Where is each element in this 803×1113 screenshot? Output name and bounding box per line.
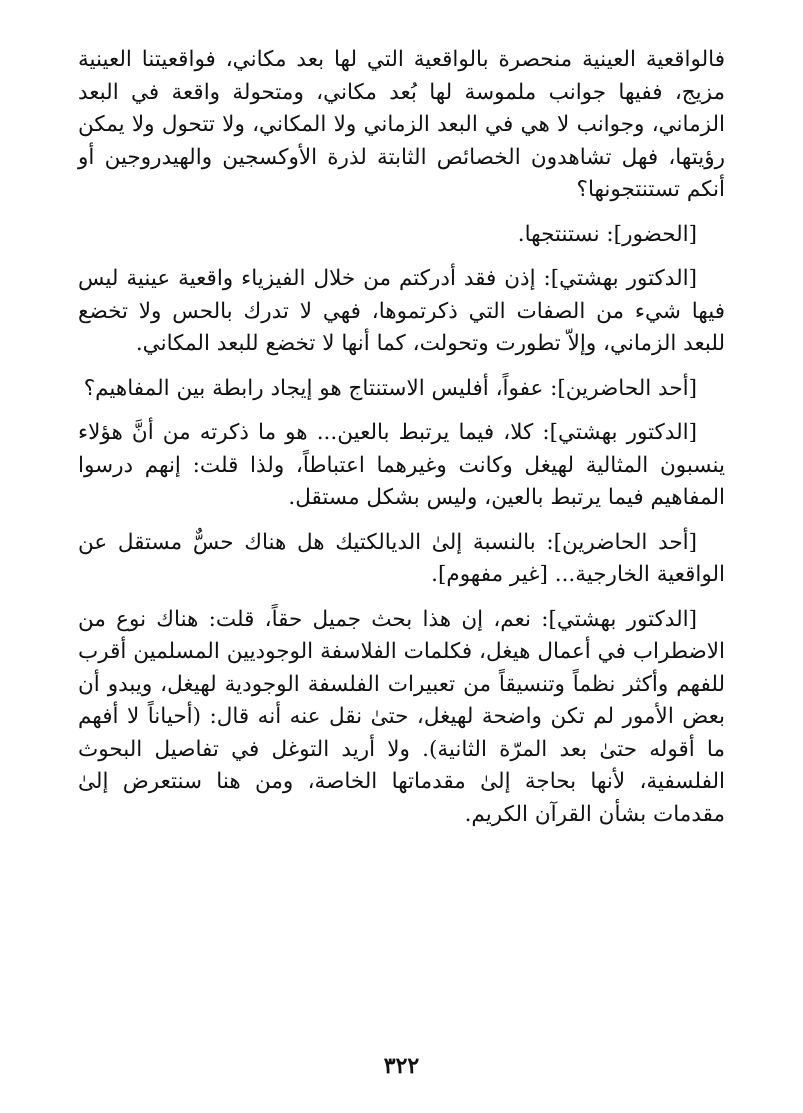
paragraph-attendee-question-1: [أحد الحاضرين]: عفواً، أفليس الاستنتاج هو إيجاد رابطة بين المفاهيم؟: [83, 375, 697, 401]
paragraph-beheshti-3: [الدكتور بهشتي]: نعم، إن هذا بحث جميل حقاً، قلت: هناك نوع من الاضطراب في أعمال هيغل، فكلمات الفلاسفة الوجوديين المسلمين أقرب للفهم وأكثر نظماً وتنسيقاً من تعبيرات الفلسفة الوجودية لهيغل، ويبدو أن بعض الأمور لم تكن واضحة لهيغل، حتىٰ نقل عنه أنه قال: (أحياناً لا أفهم ما أقوله حتىٰ بعد المرّة الثانية). ولا أريد التوغل في تفاصيل البحوث الفلسفية، لأنها بحاجة إلىٰ مقدماتها الخاصة، ومن هنا سنتعرض إلىٰ مقدمات بشأن القرآن الكريم.: [78, 606, 725, 827]
paragraph-beheshti-1: [الدكتور بهشتي]: إذن فقد أدركتم من خلال الفيزياء واقعية عينية ليس فيها شيء من الصفات التي ذكرتموها، فهي لا تدرك بالحس ولا تخضع للبعد الزماني، وإلاّ تطورت وتحولت، كما أنها لا تخضع للبعد المكاني.: [78, 266, 725, 356]
page-number: ٣٢٢: [383, 1053, 420, 1079]
paragraph-attendee-question-2: [أحد الحاضرين]: بالنسبة إلىٰ الديالكتيك هل هناك حسٌّ مستقل عن الواقعية الخارجية... [غير مفهوم].: [78, 529, 725, 587]
paragraph-continuation: فالواقعية العينية منحصرة بالواقعية التي لها بعد مكاني، فواقعيتنا العينية مزيج، ففيها جوانب ملموسة لها بُعد مكاني، ومتحولة واقعة في البعد الزماني، وجوانب لا هي في البعد الزماني ولا المكاني، ولا تتحول ولا يمكن رؤيتها، فهل تشاهدون الخصائص الثابتة لذرة الأوكسجين والهيدروجين أو أنكم تستنتجونها؟: [78, 47, 725, 202]
paragraph-beheshti-2: [الدكتور بهشتي]: كلا، فيما يرتبط بالعين... هو ما ذكرته من أنَّ هؤلاء ينسبون المثالية لهيغل وكانت وغيرهما اعتباطاً، ولذا قلت: إنهم درسوا المفاهيم فيما يرتبط بالعين، وليس بشكل مستقل.: [78, 420, 725, 510]
paragraph-audience-reply: [الحضور]: نستنتجها.: [517, 221, 697, 247]
